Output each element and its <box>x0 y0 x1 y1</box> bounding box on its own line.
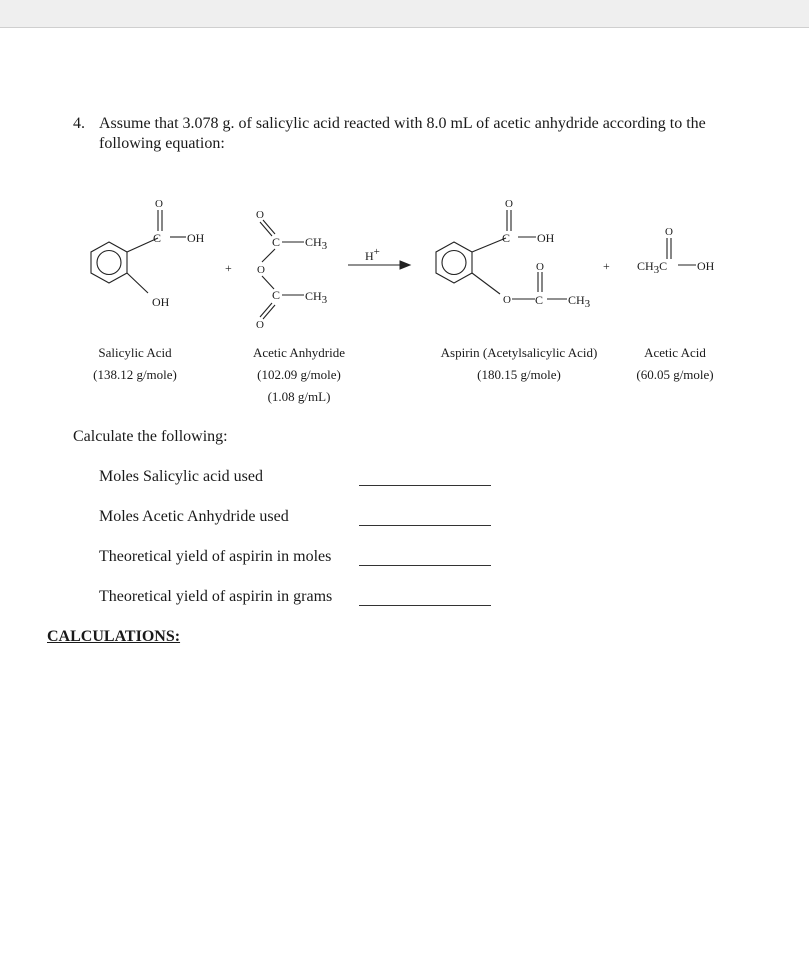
compound-name: Aspirin (Acetylsalicylic Acid) <box>440 345 598 360</box>
anhydride-o-bottom: O <box>256 319 264 331</box>
top-bar <box>0 0 809 28</box>
calc-item-yield-moles: Theoretical yield of aspirin in moles <box>99 548 332 565</box>
salicylic-o-label: O <box>155 198 163 210</box>
aspirin-ch3: CH3 <box>568 293 591 310</box>
anhydride-ch3-top: CH3 <box>305 235 328 252</box>
aspirin-c-top: C <box>502 231 511 245</box>
calculations-heading: CALCULATIONS: <box>47 628 181 645</box>
calc-item-moles-salicylic: Moles Salicylic acid used <box>99 468 263 485</box>
acetic-acid-oh: OH <box>697 259 715 273</box>
aspirin-o-carbonyl: O <box>536 261 544 273</box>
aspirin-c-bottom: C <box>535 293 544 307</box>
acetic-acid-structure <box>637 226 715 276</box>
question-number: 4. <box>73 115 85 132</box>
anhydride-c-top: C <box>272 235 281 249</box>
acetic-acid-o: O <box>665 226 673 238</box>
acetic-anhydride-structure <box>256 209 328 331</box>
aspirin-o-top: O <box>505 198 513 210</box>
compound-molar-mass: (60.05 g/mole) <box>636 367 714 382</box>
compound-salicylic-acid <box>75 342 195 386</box>
compound-molar-mass: (180.15 g/mole) <box>477 367 561 382</box>
compound-acetic-acid <box>620 342 730 386</box>
answer-blank-yield-moles[interactable] <box>359 565 491 566</box>
compound-molar-mass: (102.09 g/mole) <box>257 367 341 382</box>
compound-molar-mass: (138.12 g/mole) <box>93 367 177 382</box>
acetic-acid-ch3c: CH3C <box>637 259 668 276</box>
compound-name: Salicylic Acid <box>98 345 172 360</box>
compound-name: Acetic Anhydride <box>252 345 346 360</box>
calculate-intro: Calculate the following: <box>73 428 228 445</box>
compound-acetic-anhydride <box>229 342 369 408</box>
salicylic-oh-label: OH <box>187 231 205 245</box>
question-line-2: following equation: <box>99 135 225 152</box>
salicylic-c-label: C <box>153 231 162 245</box>
compound-density: (1.08 g/mL) <box>267 389 331 404</box>
anhydride-o-top: O <box>256 209 264 221</box>
plus-sign-2: + <box>603 259 610 273</box>
answer-blank-moles-salicylic[interactable] <box>359 485 491 486</box>
catalyst-label: H+ <box>365 246 380 263</box>
answer-blank-moles-anhydride[interactable] <box>359 525 491 526</box>
anhydride-o-bridge: O <box>257 264 265 276</box>
plus-sign: + <box>225 261 232 275</box>
compound-aspirin <box>424 342 614 386</box>
compound-name: Acetic Acid <box>644 345 706 360</box>
reaction-arrow <box>348 246 410 269</box>
reaction-equation <box>0 190 809 340</box>
salicylic-phenol-oh-label: OH <box>152 295 170 309</box>
aspirin-structure <box>436 198 591 310</box>
calc-item-moles-anhydride: Moles Acetic Anhydride used <box>99 508 289 525</box>
aspirin-oh-label: OH <box>537 231 555 245</box>
answer-blank-yield-grams[interactable] <box>359 605 491 606</box>
anhydride-ch3-bottom: CH3 <box>305 289 328 306</box>
salicylic-acid-structure <box>91 198 205 309</box>
question-line-1: Assume that 3.078 g. of salicylic acid reacted with 8.0 mL of acetic anhydride according to the <box>99 115 706 132</box>
calc-item-yield-grams: Theoretical yield of aspirin in grams <box>99 588 333 605</box>
aspirin-ester-o: O <box>503 294 511 306</box>
anhydride-c-bottom: C <box>272 288 281 302</box>
